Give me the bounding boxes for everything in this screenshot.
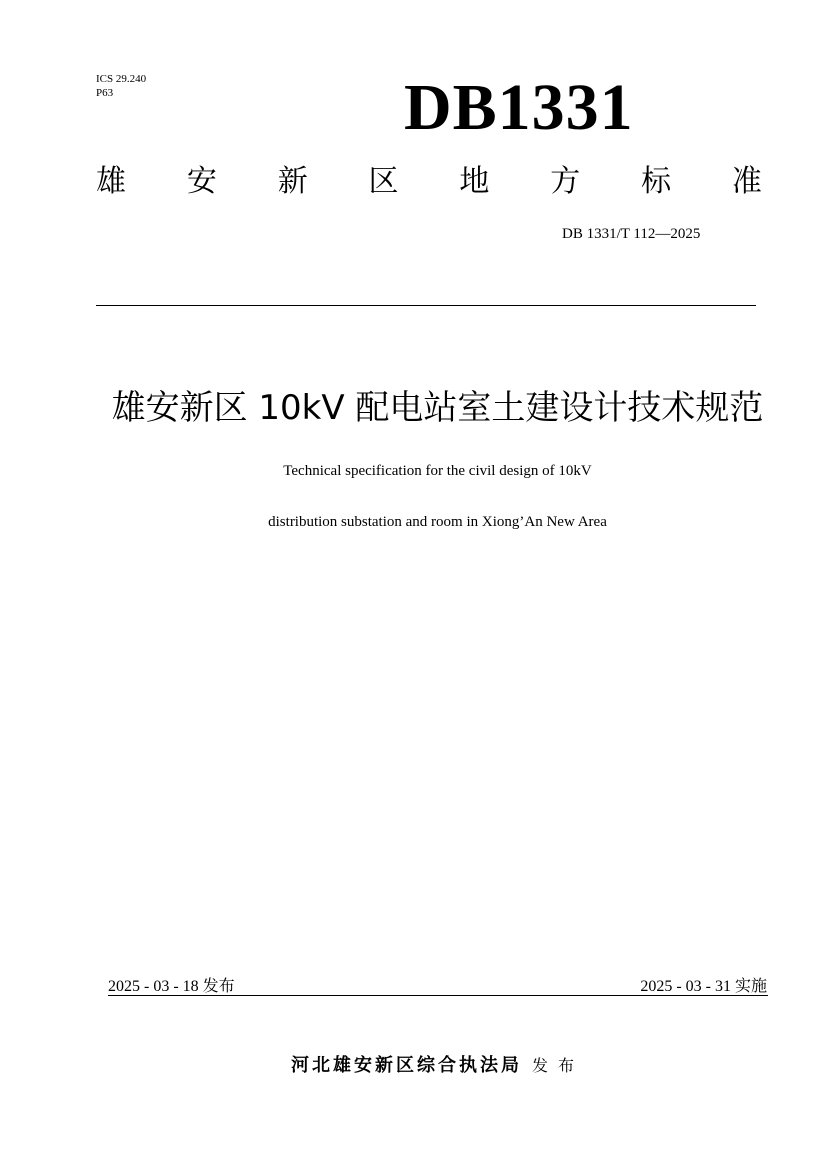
standard-type-char: 安 <box>186 164 217 199</box>
standard-number: DB 1331/T 112—2025 <box>562 226 701 242</box>
implementation-date: 2025 - 03 - 31 实施 <box>640 978 767 995</box>
publisher-name: 河北雄安新区综合执法局 <box>290 1055 522 1076</box>
standard-logo: DB1331 <box>404 71 634 144</box>
document-title-en-line1: Technical specification for the civil design of 10kV <box>283 463 592 479</box>
publisher-suffix: 发布 <box>531 1056 584 1075</box>
standard-type-char: 雄 <box>96 164 126 199</box>
document-title-en-line2: distribution substation and room in Xiong’An New Area <box>268 514 607 530</box>
standard-type-heading <box>96 162 762 202</box>
standard-type-char: 新 <box>277 164 308 199</box>
classification-codes <box>96 72 146 100</box>
standard-type-char: 方 <box>550 164 581 199</box>
standard-type-char: 区 <box>368 164 399 199</box>
standard-type-char: 标 <box>641 164 672 199</box>
date-divider <box>108 995 768 996</box>
standard-type-char: 地 <box>459 164 490 199</box>
document-title-cn: 雄安新区 10kV 配电站室土建设计技术规范 <box>111 388 764 428</box>
standard-type-char: 准 <box>731 164 762 199</box>
header-divider <box>96 305 756 306</box>
ccs-code: P63 <box>96 87 114 99</box>
publisher-line <box>0 1053 815 1079</box>
ics-code: ICS 29.240 <box>96 73 147 85</box>
issue-date: 2025 - 03 - 18 发布 <box>108 978 235 995</box>
